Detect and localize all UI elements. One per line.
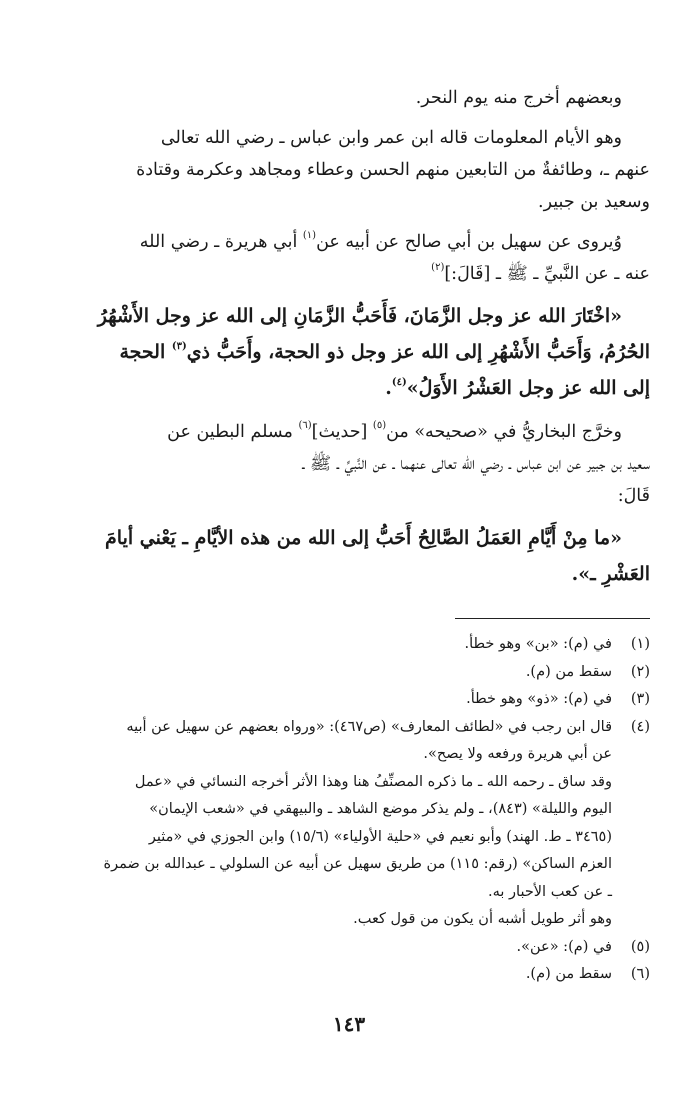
- text-line: وبعضهم أخرج منه يوم النحر.: [415, 88, 622, 108]
- footnote-line: (٣٤٦٥ ـ ط. الهند) وأبو نعيم في «حلية الأولياء» (١٥/٦) وابن الجوزي في «مثير: [148, 828, 612, 845]
- footnote-number: (١): [630, 636, 650, 652]
- hadith-quote-2: [48, 520, 650, 592]
- text-line: وهو الأيام المعلومات قاله ابن عمر وابن عباس ـ رضي الله تعالى: [160, 128, 622, 148]
- footnote-divider: [455, 618, 650, 619]
- footnote-line: في (م): «بن» وهو خطأ.: [464, 636, 612, 652]
- footnote-line: سقط من (م).: [525, 663, 612, 680]
- text-line: «اخْتَارَ الله عز وجل الزَّمَانَ، فَأَحَبُّ الزَّمَانِ إلى الله عز وجل الأَشْهُرُ: [97, 305, 622, 327]
- text-line: وسعيد بن جبير.: [538, 192, 650, 212]
- footnote-ref: (٦): [298, 420, 312, 432]
- page-body: [48, 82, 650, 989]
- page-number: ١٤٣: [332, 1012, 366, 1036]
- text-line: قَالَ:: [617, 486, 650, 506]
- footnote-number: (٥): [630, 938, 650, 955]
- text-line: «ما مِنْ أَيَّامِ العَمَلُ الصَّالِحُ أَحَبُّ إلى الله من هذه الأيَّامِ ـ يَعْني أيامَ: [105, 527, 622, 549]
- footnotes: [48, 631, 650, 989]
- paragraph-2: [48, 122, 650, 218]
- footnote-ref: (٤): [391, 376, 407, 388]
- footnote-ref: (٥): [372, 420, 387, 432]
- footnote-item: [48, 714, 650, 934]
- footnote-number: (٦): [630, 966, 650, 982]
- footnote-text: [48, 934, 612, 962]
- footnote-item: [48, 961, 650, 989]
- footnote-number: (٤): [630, 718, 650, 735]
- footnote-text: [48, 961, 612, 989]
- footnote-item: [48, 659, 650, 687]
- footnote-number: (٣): [630, 691, 650, 707]
- footnote-item: [48, 631, 650, 659]
- footnote-ref: (١): [302, 230, 317, 242]
- paragraph-3: [48, 226, 650, 290]
- footnote-line: سقط من (م).: [525, 966, 612, 982]
- footnote-item: [48, 934, 650, 962]
- footnote-line: في (م): «ذو» وهو خطأ.: [466, 691, 612, 707]
- text-line: عنه ـ عن النَّبيِّ ـ ﷺ ـ [قَالَ:]$^{(٢)}$: [431, 262, 650, 284]
- footnote-line: العزم الساكن» (رقم: ١١٥) من طريق سهيل عن أبيه عن السلولي ـ عبدالله بن ضمرة: [103, 856, 612, 872]
- footnote-item: [48, 686, 650, 714]
- paragraph-4: [48, 416, 650, 512]
- text-line: سعيد بن جبير عن ابن عباس ـ رضي الله تعالى عنهما ـ عن النَّبيِّ ـ ﷺ ـ: [302, 454, 650, 474]
- footnote-line: وهو أثر طويل أشبه أن يكون من قول كعب.: [353, 911, 612, 927]
- footnote-line: عن أبي هريرة ورفعه ولا يصح».: [423, 746, 612, 762]
- text-line: إلى الله عز وجل العَشْرُ الأَوَلُ»$^{(٤)}$.: [385, 376, 650, 399]
- footnote-ref: (٢): [431, 262, 445, 274]
- footnote-line: وقد ساق ـ رحمه الله ـ ما ذكره المصنِّفُ هنا وهذا الأثر أخرجه النسائي في «عمل: [134, 773, 612, 790]
- text-line: العَشْرِ ـ».: [571, 563, 650, 585]
- text-line: وخرَّج البخاريُّ في «صحيحه» من$^{(٥)}$ [حديث]$^{(٦)}$ مسلم البطين عن: [167, 420, 622, 442]
- footnote-line: ـ عن كعب الأحبار به.: [488, 883, 612, 900]
- footnote-text: [48, 714, 612, 934]
- footnote-number: (٢): [630, 663, 650, 680]
- footnote-text: [48, 659, 612, 687]
- paragraph-1: [48, 82, 650, 114]
- footnote-line: اليوم والليلة» (٨٤٣)، ـ ولم يذكر موضع الشاهد ـ والبيهقي في «شعب الإيمان»: [149, 801, 612, 817]
- footnote-text: [48, 631, 612, 659]
- footnote-line: قال ابن رجب في «لطائف المعارف» (ص٤٦٧): «ورواه بعضهم عن سهيل عن أبيه: [126, 718, 612, 735]
- hadith-quote-1: [48, 298, 650, 406]
- footnote-ref: (٣): [171, 340, 187, 352]
- text-line: عنهم ـ، وطائفةٌ من التابعين منهم الحسن وعطاء ومجاهد وعكرمة وقتادة: [136, 160, 650, 180]
- footnote-line: في (م): «عن».: [516, 938, 612, 955]
- footnote-text: [48, 686, 612, 714]
- text-line: وُيروى عن سهيل بن أبي صالح عن أبيه عن$^{(١)}$ أبي هريرة ـ رضي الله: [139, 230, 622, 252]
- text-line: الحُرُمُ، وَأَحَبُّ الأَشْهُرِ إلى الله عز وجل ذو الحجة، وأَحَبُّ ذي$^{(٣)}$ الحجة: [119, 340, 650, 363]
